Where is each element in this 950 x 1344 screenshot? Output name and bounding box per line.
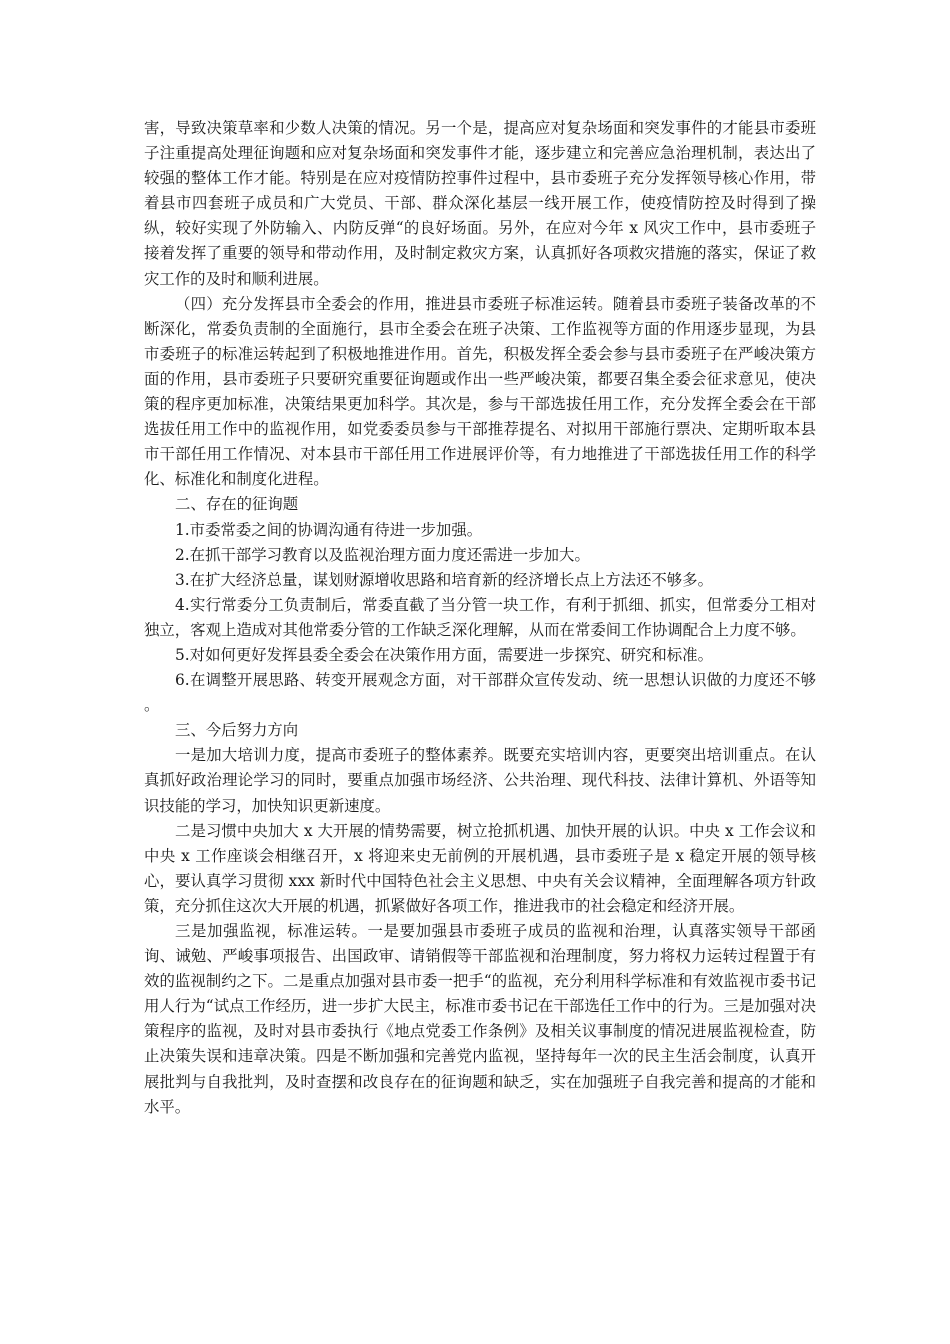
- paragraph-continuation: 害，导致决策草率和少数人决策的情况。另一个是，提高应对复杂场面和突发事件的才能县市委班子注重提高处理征询题和应对复杂场面和突发事件才能，逐步建立和完善应急治理机制，表达出了较强的整体工作才能。特别是在应对疫情防控事件过程中，县市委班子充分发挥领导核心作用，带着县市四套班子成员和广大党员、干部、群众深化基层一线开展工作，使疫情防控及时得到了操纵，较好实现了外防输入、内防反弹“的良好场面。另外，在应对今年 x 风灾工作中，县市委班子接着发挥了重要的领导和带动作用，及时制定救灾方案，认真抓好各项救灾措施的落实，保证了救灾工作的及时和顺利进展。: [144, 119, 816, 288]
- direction-paragraph-3: 三是加强监视，标准运转。一是要加强县市委班子成员的监视和治理，认真落实领导干部函询、诫勉、严峻事项报告、出国政审、请销假等干部监视和治理制度，努力将权力运转过程置于有效的监视制约之下。二是重点加强对县市委一把手“的监视，充分利用科学标准和有效监视市委书记用人行为“试点工作经历，进一步扩大民主，标准市委书记在干部选任工作中的行为。三是加强对决策程序的监视，及时对县市委执行《地点党委工作条例》及相关议事制度的情况进展监视检查，防止决策失误和违章决策。四是不断加强和完善党内监视，坚持每年一次的民主生活会制度，认真开展批判与自我批判，及时查摆和改良存在的征询题和缺乏，实在加强班子自我完善和提高的才能和水平。: [144, 922, 816, 1116]
- heading-future-direction: 三、今后努力方向: [175, 721, 299, 740]
- problem-item-5: 5.对如何更好发挥县委全委会在决策作用方面，需要进一步探究、研究和标准。: [175, 645, 713, 664]
- document-body: [144, 116, 816, 1120]
- paragraph-section-four: （四）充分发挥县市全委会的作用，推进县市委班子标准运转。随着县市委班子装备改革的不断深化，常委负责制的全面施行，县市全委会在班子决策、工作监视等方面的作用逐步显现，为县市委班子的标准运转起到了积极地推进作用。首先，积极发挥全委会参与县市委班子在严峻决策方面的作用，县市委班子只要研究重要征询题或作出一些严峻决策，都要召集全委会征求意见，使决策的程序更加标准，决策结果更加科学。其次是，参与干部选拔任用工作，充分发挥全委会在干部选拔任用工作中的监视作用，如党委委员参与干部推荐提名、对拟用干部施行票决、定期听取本县市干部任用工作情况、对本县市干部任用工作进展评价等，有力地推进了干部选拔任用工作的科学化、标准化和制度化进程。: [144, 294, 816, 489]
- problem-item-2: 2.在抓干部学习教育以及监视治理方面力度还需进一步加大。: [175, 545, 590, 564]
- direction-paragraph-2: 二是习惯中央加大 x 大开展的情势需要，树立抢抓机遇、加快开展的认识。中央 x 工作会议和中央 x 工作座谈会相继召开，x 将迎来史无前例的开展机遇，县市委班子是 x 稳定开展的领导核心，要认真学习贯彻 xxx 新时代中国特色社会主义思想、中央有关会议精神，全面理解各项方针政策，充分抓住这次大开展的机遇，抓紧做好各项工作，推进我市的社会稳定和经济开展。: [144, 821, 816, 915]
- problem-item-1: 1.市委常委之间的协调沟通有待进一步加强。: [175, 520, 483, 539]
- problem-item-6: 6.在调整开展思路、转变开展观念方面，对干部群众宣传发动、统一思想认识做的力度还不够 。: [144, 671, 816, 715]
- heading-existing-problems: 二、存在的征询题: [175, 495, 299, 514]
- problem-item-4: 4.实行常委分工负责制后，常委直截了当分管一块工作，有利于抓细、抓实，但常委分工相对独立，客观上造成对其他常委分管的工作缺乏深化理解，从而在常委间工作协调配合上力度不够。: [144, 595, 816, 639]
- direction-paragraph-1: 一是加大培训力度，提高市委班子的整体素养。既要充实培训内容，更要突出培训重点。在认真抓好政治理论学习的同时，要重点加强市场经济、公共治理、现代科技、法律计算机、外语等知识技能的学习，加快知识更新速度。: [144, 746, 816, 815]
- problem-item-3: 3.在扩大经济总量，谋划财源增收思路和培育新的经济增长点上方法还不够多。: [175, 570, 713, 589]
